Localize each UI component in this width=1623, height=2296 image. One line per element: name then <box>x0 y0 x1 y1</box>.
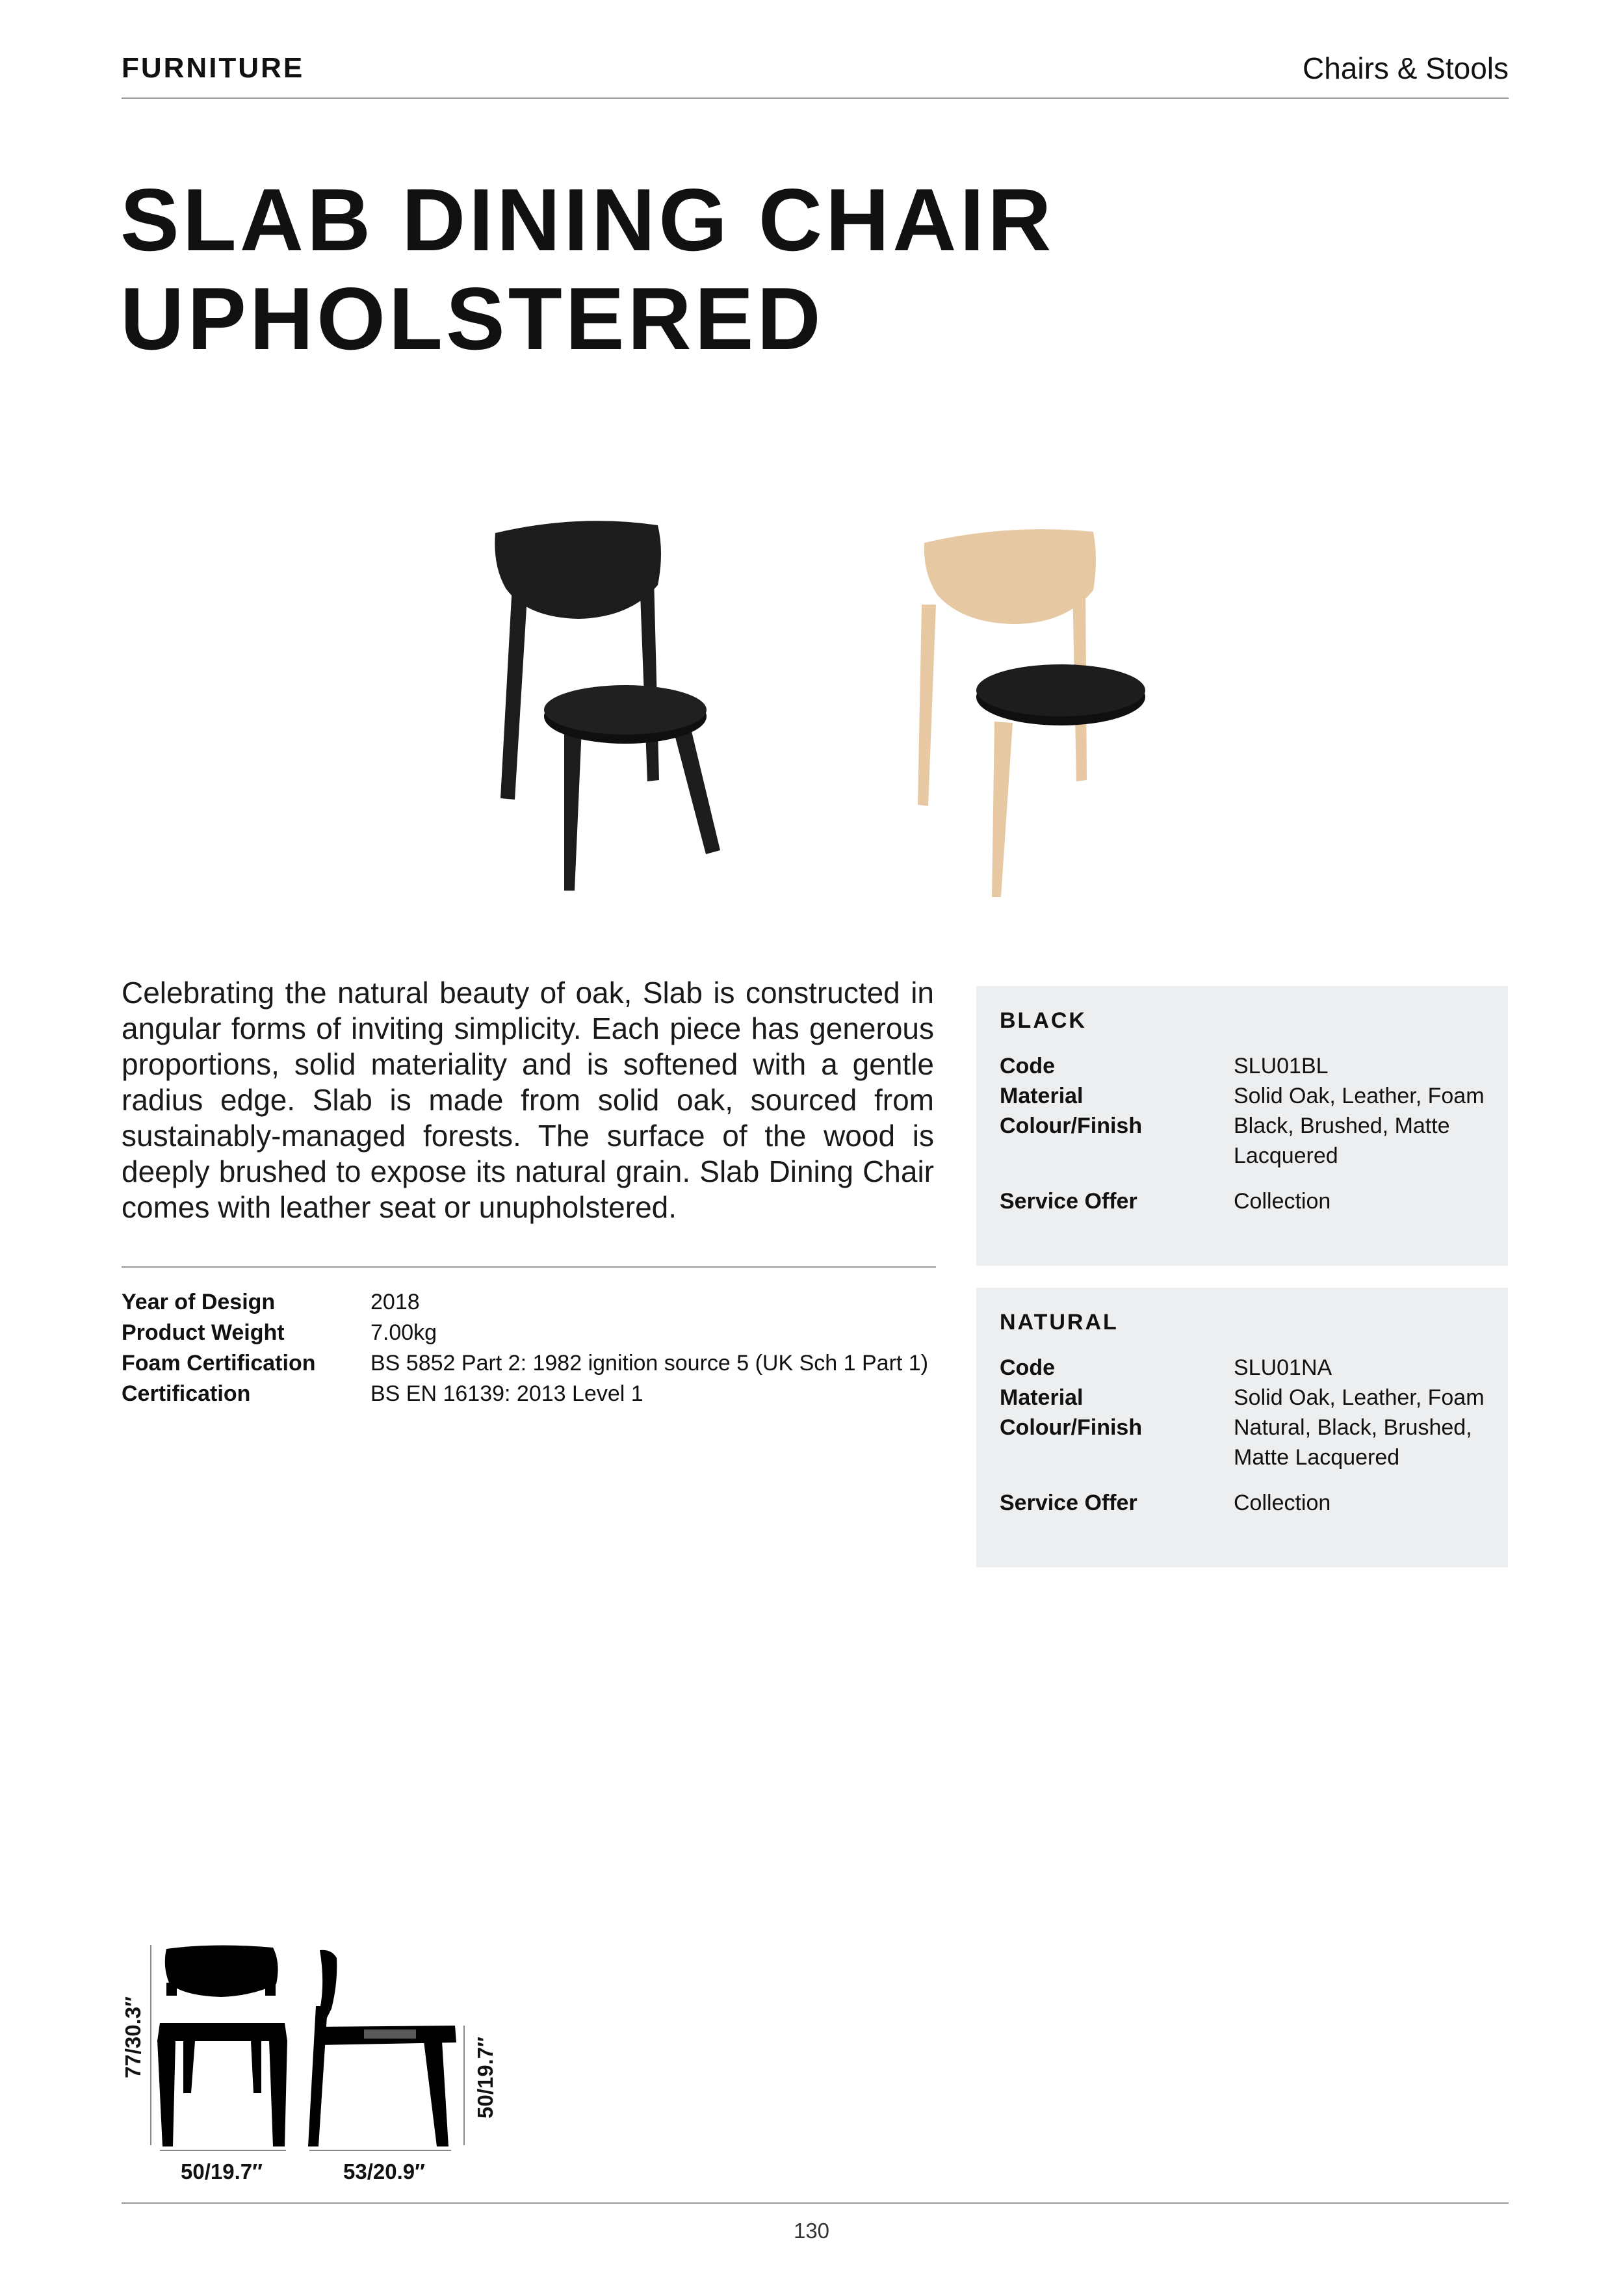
product-title-line-2: UPHOLSTERED <box>120 269 824 368</box>
dimension-drawing <box>143 1944 507 2165</box>
spec-value: 2018 <box>370 1290 420 1314</box>
variant-finish: Natural, Black, Brushed, Matte Lacquered <box>1234 1415 1472 1470</box>
variant-panel-black <box>976 986 1508 1266</box>
variant-label: Material <box>1000 1084 1084 1108</box>
spec-label: Foam Certification <box>122 1351 316 1376</box>
variant-finish-row <box>1000 1111 1485 1171</box>
variant-service: Collection <box>1234 1189 1331 1214</box>
dimension-depth: 53/20.9″ <box>343 2159 425 2184</box>
description-divider <box>122 1266 936 1268</box>
variant-label: Code <box>1000 1054 1055 1078</box>
variant-service-row <box>1000 1186 1485 1216</box>
variant-label: Code <box>1000 1355 1055 1380</box>
spec-table <box>122 1287 941 1409</box>
spec-label: Product Weight <box>122 1320 285 1345</box>
variant-material-row <box>1000 1081 1485 1111</box>
product-title-line-1: SLAB DINING CHAIR <box>120 170 1055 269</box>
variant-material: Solid Oak, Leather, Foam <box>1234 1385 1485 1410</box>
spec-row-year <box>122 1287 941 1318</box>
spec-row-weight <box>122 1318 941 1348</box>
variant-code-row <box>1000 1353 1485 1383</box>
product-title <box>120 170 1054 368</box>
variant-panel-natural <box>976 1288 1508 1567</box>
variant-code: SLU01NA <box>1234 1355 1332 1380</box>
dimension-height: 77/30.3″ <box>121 1996 145 2078</box>
variant-service: Collection <box>1234 1491 1331 1515</box>
category-label: Chairs & Stools <box>1302 51 1509 85</box>
spec-value: BS 5852 Part 2: 1982 ignition source 5 (UK Sch 1 Part 1) <box>370 1351 929 1376</box>
section-label: FURNITURE <box>122 52 305 84</box>
natural-chair-image <box>903 514 1189 904</box>
variant-name: BLACK <box>1000 1008 1087 1033</box>
spec-value: BS EN 16139: 2013 Level 1 <box>370 1381 643 1406</box>
variant-material-row <box>1000 1383 1485 1413</box>
spec-label: Certification <box>122 1381 251 1406</box>
variant-service-row <box>1000 1488 1485 1518</box>
dimension-width: 50/19.7″ <box>181 2159 263 2184</box>
variant-label: Material <box>1000 1385 1084 1410</box>
variant-label: Service Offer <box>1000 1189 1137 1214</box>
variant-finish-row <box>1000 1413 1485 1472</box>
spec-label: Year of Design <box>122 1290 276 1314</box>
header-divider <box>122 98 1509 99</box>
footer-divider <box>122 2202 1509 2204</box>
variant-code: SLU01BL <box>1234 1054 1329 1078</box>
variant-code-row <box>1000 1051 1485 1081</box>
spec-row-certification <box>122 1379 941 1409</box>
variant-material: Solid Oak, Leather, Foam <box>1234 1084 1485 1108</box>
variant-label: Colour/Finish <box>1000 1415 1143 1440</box>
variant-finish: Black, Brushed, Matte Lacquered <box>1234 1114 1450 1168</box>
variant-label: Service Offer <box>1000 1491 1137 1515</box>
variant-label: Colour/Finish <box>1000 1114 1143 1138</box>
variant-name: NATURAL <box>1000 1310 1119 1335</box>
spec-value: 7.00kg <box>370 1320 437 1345</box>
page-number: 130 <box>793 2219 830 2243</box>
product-description: Celebrating the natural beauty of oak, Slab is constructed in angular forms of inviting simplicity. Each piece has generous proportions, solid materiality and is softened with a gentle radius edge. Slab is made from solid oak, sourced from sustainably-managed forests. The surface of the wood is deeply brushed to expose its natural grain. Slab Dining Chair comes with leather seat or unupholstered. <box>122 976 934 1224</box>
spec-row-foam-certification <box>122 1348 941 1379</box>
dimension-seat-height: 50/19.7″ <box>473 2037 497 2119</box>
black-chair-image <box>455 507 741 897</box>
